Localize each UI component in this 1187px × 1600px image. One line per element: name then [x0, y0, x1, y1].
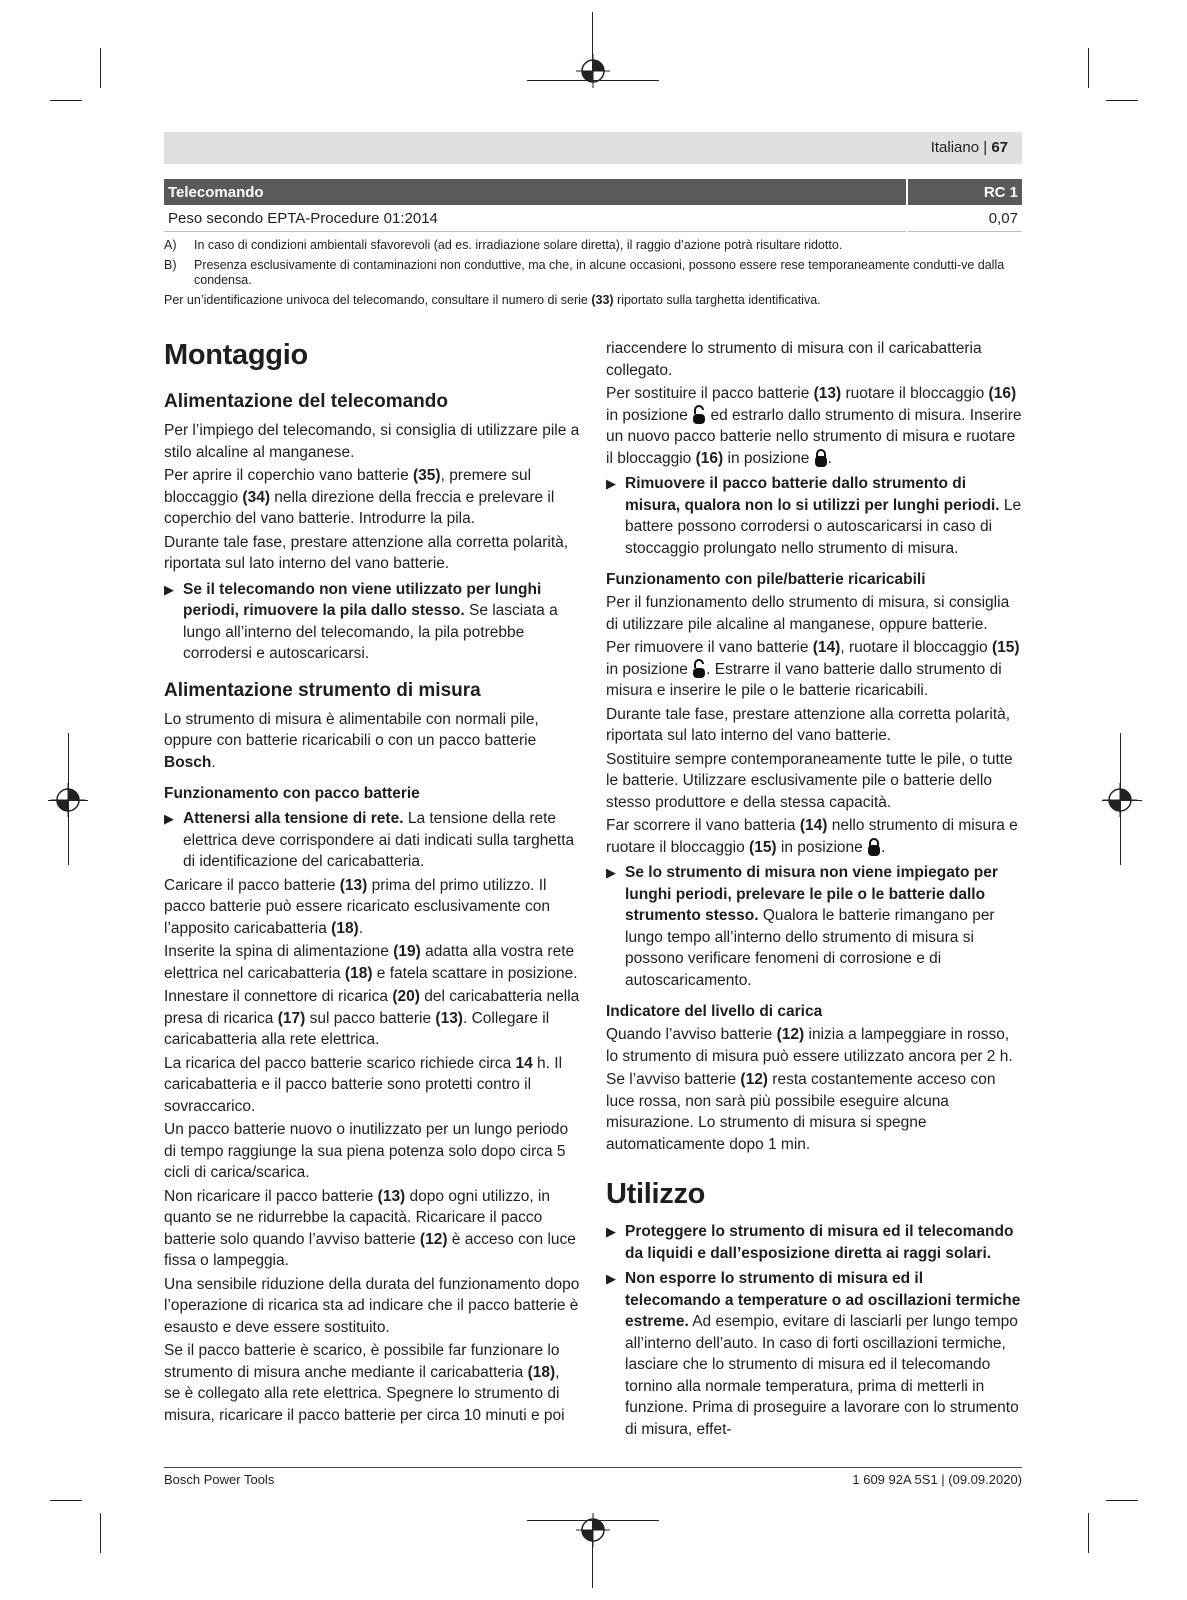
- minor-heading: Indicatore del livello di carica: [606, 1003, 823, 1020]
- paragraph: [606, 1024, 1022, 1067]
- ref: (15): [749, 838, 777, 856]
- text: adatta alla vostra rete elettrica nel caricabatteria: [164, 943, 575, 982]
- footnotes: [164, 238, 1022, 308]
- subsection-title: Alimentazione del telecomando: [164, 391, 448, 412]
- paragraph: [606, 1069, 1022, 1155]
- bullet-item: [606, 473, 1022, 559]
- bold-text: Non esporre lo strumento di misura ed il telecomando a temperature o ad oscillazioni termiche estreme.: [625, 1270, 1021, 1330]
- text: h. Il caricabatteria e il pacco batterie sono protetti contro il sovraccarico.: [164, 1054, 563, 1115]
- crop-mark: [100, 1513, 101, 1553]
- ref: (18): [331, 919, 359, 937]
- table-row: [164, 205, 1022, 232]
- subsection-title: Alimentazione strumento di misura: [164, 679, 481, 701]
- paragraph: [164, 1186, 580, 1272]
- right-column: [606, 338, 1022, 1442]
- text: .: [358, 919, 364, 937]
- ref: (13): [435, 1009, 463, 1027]
- text: Caricare il pacco batterie: [164, 876, 340, 894]
- paragraph: [164, 1340, 580, 1426]
- ref: (13): [813, 385, 842, 402]
- bullet-item: [606, 1221, 1022, 1264]
- text: riportato sulla targhetta identificativa.: [613, 293, 821, 307]
- identification-note: [164, 293, 1022, 308]
- text: Lo strumento di misura è alimentabile con normali pile, oppure con batterie ricaricabili o con un pacco batterie: [164, 710, 539, 749]
- ref: (33): [591, 293, 614, 307]
- bullet-item: [606, 862, 1022, 991]
- bullet-item: [164, 579, 580, 665]
- ref: (13): [339, 876, 368, 894]
- lock-icon: [867, 837, 881, 857]
- ref: (17): [277, 1009, 306, 1027]
- table-header-cell: RC 1: [907, 179, 1022, 205]
- minor-heading: Funzionamento con pile/batterie ricaricabili: [606, 571, 926, 588]
- ref: (14): [812, 639, 841, 656]
- ref: (18): [344, 964, 373, 982]
- crop-mark: [50, 100, 82, 101]
- footnote: [164, 238, 1022, 253]
- paragraph: Una sensibile riduzione della durata del funzionamento dopo l’operazione di ricarica sta ad indicare che il pacco batterie è esausto e deve essere sostituito.: [164, 1275, 580, 1336]
- registration-mark-icon: [51, 783, 85, 817]
- registration-mark-icon: [576, 54, 610, 88]
- unlock-icon: [692, 405, 706, 425]
- text: La tensione della rete elettrica deve corrispondere ai dati indicati sulla targhetta di identificazione del caricabatteria.: [183, 810, 575, 870]
- text: Per aprire il coperchio vano batterie: [164, 467, 413, 484]
- text: dopo ogni utilizzo, in quanto se ne ridurrebbe la capacità. Ricaricare il pacco batterie solo quando l’avviso batterie: [164, 1187, 550, 1248]
- text: Far scorrere il vano batteria: [606, 817, 800, 834]
- text: Per rimuovere il vano batterie: [606, 639, 813, 656]
- table-cell: Peso secondo EPTA-Procedure 01:2014: [164, 205, 907, 232]
- paragraph: [164, 986, 580, 1051]
- ref: (19): [393, 943, 421, 960]
- text: Per sostituire il pacco batterie: [606, 385, 814, 402]
- paragraph: [606, 637, 1022, 702]
- footnote-key: A): [164, 238, 177, 252]
- paragraph: [606, 383, 1022, 469]
- footnote-key: B): [164, 258, 177, 272]
- crop-mark: [1088, 48, 1089, 88]
- text: Per un’identificazione univoca del telecomando, consultare il numero di serie: [164, 293, 592, 307]
- ref: (18): [527, 1363, 556, 1381]
- paragraph: Per l’impiego del telecomando, si consiglia di utilizzare pile a stilo alcaline al manganese.: [164, 422, 580, 461]
- text: resta costantemente acceso con luce rossa, non sarà più possibile eseguire alcuna misurazione. Lo strumento di misura si spegne automaticamente dopo 1 min.: [606, 1071, 996, 1153]
- crop-mark: [1106, 1500, 1138, 1501]
- registration-mark-icon: [1103, 783, 1137, 817]
- text: in posizione: [723, 449, 814, 467]
- bullet-item: [164, 808, 580, 873]
- ref: (16): [988, 385, 1017, 402]
- ref: (13): [377, 1187, 406, 1205]
- text: nello strumento di misura e ruotare il bloccaggio: [606, 817, 1018, 856]
- text: Non ricaricare il pacco batterie: [164, 1187, 378, 1205]
- text: prima del primo utilizzo. Il pacco batterie può essere ricaricato esclusivamente con l’apposito caricabatteria: [164, 876, 550, 937]
- ref: (34): [242, 488, 270, 506]
- footnote-text: Presenza esclusivamente di contaminazioni non conduttive, ma che, in alcune occasioni, possono essere rese temporaneamente condutti-ve dalla condensa.: [194, 258, 1005, 287]
- section-title: Utilizzo: [606, 1178, 706, 1210]
- footnote-text: In caso di condizioni ambientali sfavorevoli (ad es. irradiazione solare diretta), il raggio d’azione potrà risultare ridotto.: [194, 238, 843, 252]
- footer-divider: [164, 1467, 1022, 1468]
- bullet-text: [625, 1268, 1022, 1440]
- bullet-marker-icon: ▶: [164, 811, 174, 826]
- bullet-marker-icon: ▶: [164, 581, 174, 597]
- text: del caricabatteria nella presa di ricarica: [164, 988, 580, 1027]
- text: sul pacco batterie: [305, 1009, 436, 1027]
- bold-text: Proteggere lo strumento di misura ed il telecomando da liquidi e dall’esposizione diretta ai raggi solari.: [625, 1223, 1014, 1262]
- ref: (20): [392, 988, 420, 1005]
- paragraph: [164, 709, 580, 774]
- bullet-marker-icon: ▶: [606, 865, 616, 880]
- text: , premere sul bloccaggio: [164, 467, 532, 506]
- table-cell: 0,07: [907, 205, 1022, 232]
- table-header-row: [164, 179, 1022, 205]
- text: Le battere possono corrodersi o autoscaricarsi in caso di stoccaggio prolungato nello strumento di misura.: [625, 496, 1022, 557]
- ref: (15): [991, 639, 1020, 656]
- page-header: [164, 132, 1022, 164]
- text: . Estrarre il vano batterie dallo strumento di misura e inserire le pile o le batterie ricaricabili.: [606, 660, 1002, 699]
- header-language: Italiano: [930, 139, 980, 156]
- bold-text: Se il telecomando non viene utilizzato per lunghi periodi, rimuovere la pila dallo stesso.: [183, 580, 542, 619]
- paragraph: Durante tale fase, prestare attenzione alla corretta polarità, riportata sul lato interno del vano batterie.: [164, 533, 569, 572]
- ref: (12): [740, 1071, 768, 1088]
- text: Qualora le batterie rimangano per lungo tempo all’interno dello strumento di misura si possono verificare fenomeni di corrosione e di autoscaricamento.: [625, 907, 995, 989]
- crop-mark: [1088, 1513, 1089, 1553]
- paragraph: Un pacco batterie nuovo o inutilizzato per un lungo periodo di tempo raggiunge la sua piena potenza solo dopo circa 5 cicli di carica/scarica.: [164, 1121, 569, 1181]
- crop-mark: [1106, 100, 1138, 101]
- text: in posizione: [606, 406, 693, 424]
- paragraph: Per il funzionamento dello strumento di misura, si consiglia di utilizzare pile alcaline al manganese, oppure batterie.: [606, 594, 1010, 633]
- paragraph: [164, 1053, 580, 1118]
- paragraph: [164, 875, 580, 940]
- text: Quando l’avviso batterie: [606, 1026, 777, 1043]
- ref: 14: [515, 1054, 533, 1072]
- text: .: [211, 753, 216, 771]
- ref: (16): [695, 449, 724, 467]
- section-title: Montaggio: [164, 339, 308, 371]
- bullet-text: [625, 862, 1022, 991]
- text: Inserite la spina di alimentazione: [164, 943, 394, 960]
- text: Se il pacco batterie è scarico, è possibile far funzionare lo strumento di misura anche mediante il caricabatteria: [164, 1342, 560, 1381]
- text: .: [827, 449, 832, 467]
- header-separator: |: [983, 139, 988, 156]
- paragraph: Durante tale fase, prestare attenzione alla corretta polarità, riportata sul lato interno del vano batterie.: [606, 705, 1011, 744]
- footer-publisher: Bosch Power Tools: [164, 1472, 275, 1487]
- page-number: 67: [991, 139, 1008, 156]
- table-header-cell: Telecomando: [164, 179, 907, 205]
- left-column: [164, 338, 580, 1428]
- text: ed estrarlo dallo strumento di misura. Inserire un nuovo pacco batterie nello strumento di misura e ruotare il bloccaggio: [606, 406, 1022, 467]
- paragraph: riaccendere lo strumento di misura con il caricabatteria collegato.: [606, 340, 982, 379]
- footnote: [164, 258, 1022, 288]
- ref: (12): [776, 1026, 805, 1043]
- paragraph: [606, 815, 1022, 858]
- bold-text: Se lo strumento di misura non viene impiegato per lunghi periodi, prelevare le pile o le batterie dallo strumento stesso.: [625, 864, 998, 924]
- text: , ruotare il bloccaggio: [840, 639, 992, 656]
- bold-text: Rimuovere il pacco batterie dallo strumento di misura, qualora non lo si utilizzi per lunghi periodi.: [625, 475, 1000, 514]
- text: in posizione: [606, 660, 693, 678]
- paragraph: [164, 465, 580, 530]
- paragraph: [164, 941, 580, 984]
- text: Se l’avviso batterie: [606, 1071, 741, 1088]
- lock-icon: [814, 448, 828, 468]
- text: Se lasciata a lungo all’interno del telecomando, la pila potrebbe corrodersi e autoscaricarsi.: [183, 602, 558, 662]
- text: inizia a lampeggiare in rosso, lo strumento di misura può essere utilizzato ancora per 2 h.: [606, 1026, 1013, 1065]
- bullet-item: [606, 1268, 1022, 1440]
- brand: Bosch: [164, 753, 212, 771]
- paragraph: Sostituire sempre contemporaneamente tutte le pile, o tutte le batterie. Utilizzare esclusivamente pile o batterie dello stesso produttore e della stessa capacità.: [606, 750, 1013, 811]
- text: e fatela scattare in posizione.: [372, 964, 578, 982]
- bullet-marker-icon: ▶: [606, 1224, 616, 1239]
- unlock-icon: [692, 659, 706, 679]
- footer-doc-number: 1 609 92A 5S1 | (09.09.2020): [852, 1472, 1022, 1487]
- bullet-marker-icon: ▶: [606, 476, 616, 491]
- crop-mark: [50, 1500, 82, 1501]
- text: La ricarica del pacco batterie scarico richiede circa: [164, 1054, 516, 1072]
- ref: (14): [799, 817, 828, 834]
- bullet-text: [183, 808, 580, 873]
- text: in posizione: [776, 838, 868, 856]
- ref: (35): [413, 467, 441, 484]
- bullet-text: [625, 473, 1022, 559]
- text: ruotare il bloccaggio: [841, 385, 989, 402]
- text: .: [881, 838, 886, 856]
- text: Innestare il connettore di ricarica: [164, 988, 393, 1005]
- minor-heading: Funzionamento con pacco batterie: [164, 785, 420, 802]
- registration-mark-icon: [576, 1513, 610, 1547]
- bold-text: Attenersi alla tensione di rete.: [183, 810, 404, 827]
- text: è acceso con luce fissa o lampeggia.: [164, 1230, 576, 1269]
- text: Ad esempio, evitare di lasciarli per lungo tempo all’interno dell’auto. In caso di forti oscillazioni termiche, lasciare che lo strumento di misura ed il telecomando tornino alla normale temperatura, prima di metterli in funzione. Prima di proseguire a lavorare con lo strumento di misura, effet-: [625, 1313, 1019, 1438]
- text: nella direzione della freccia e prelevare il coperchio del vano batterie. Introdurre la pila.: [164, 488, 555, 527]
- text: , se è collegato alla rete elettrica. Spegnere lo strumento di misura, ricaricare il pacco batterie per circa 10 minuti e poi: [164, 1363, 565, 1424]
- ref: (12): [419, 1230, 448, 1248]
- bullet-text: [183, 579, 580, 665]
- crop-mark: [100, 48, 101, 88]
- bullet-text: [625, 1221, 1022, 1264]
- text: . Collegare il caricabatteria alla rete elettrica.: [164, 1009, 550, 1048]
- page-header-text: [931, 139, 1008, 156]
- spec-table: [164, 179, 1022, 232]
- bullet-marker-icon: ▶: [606, 1271, 616, 1286]
